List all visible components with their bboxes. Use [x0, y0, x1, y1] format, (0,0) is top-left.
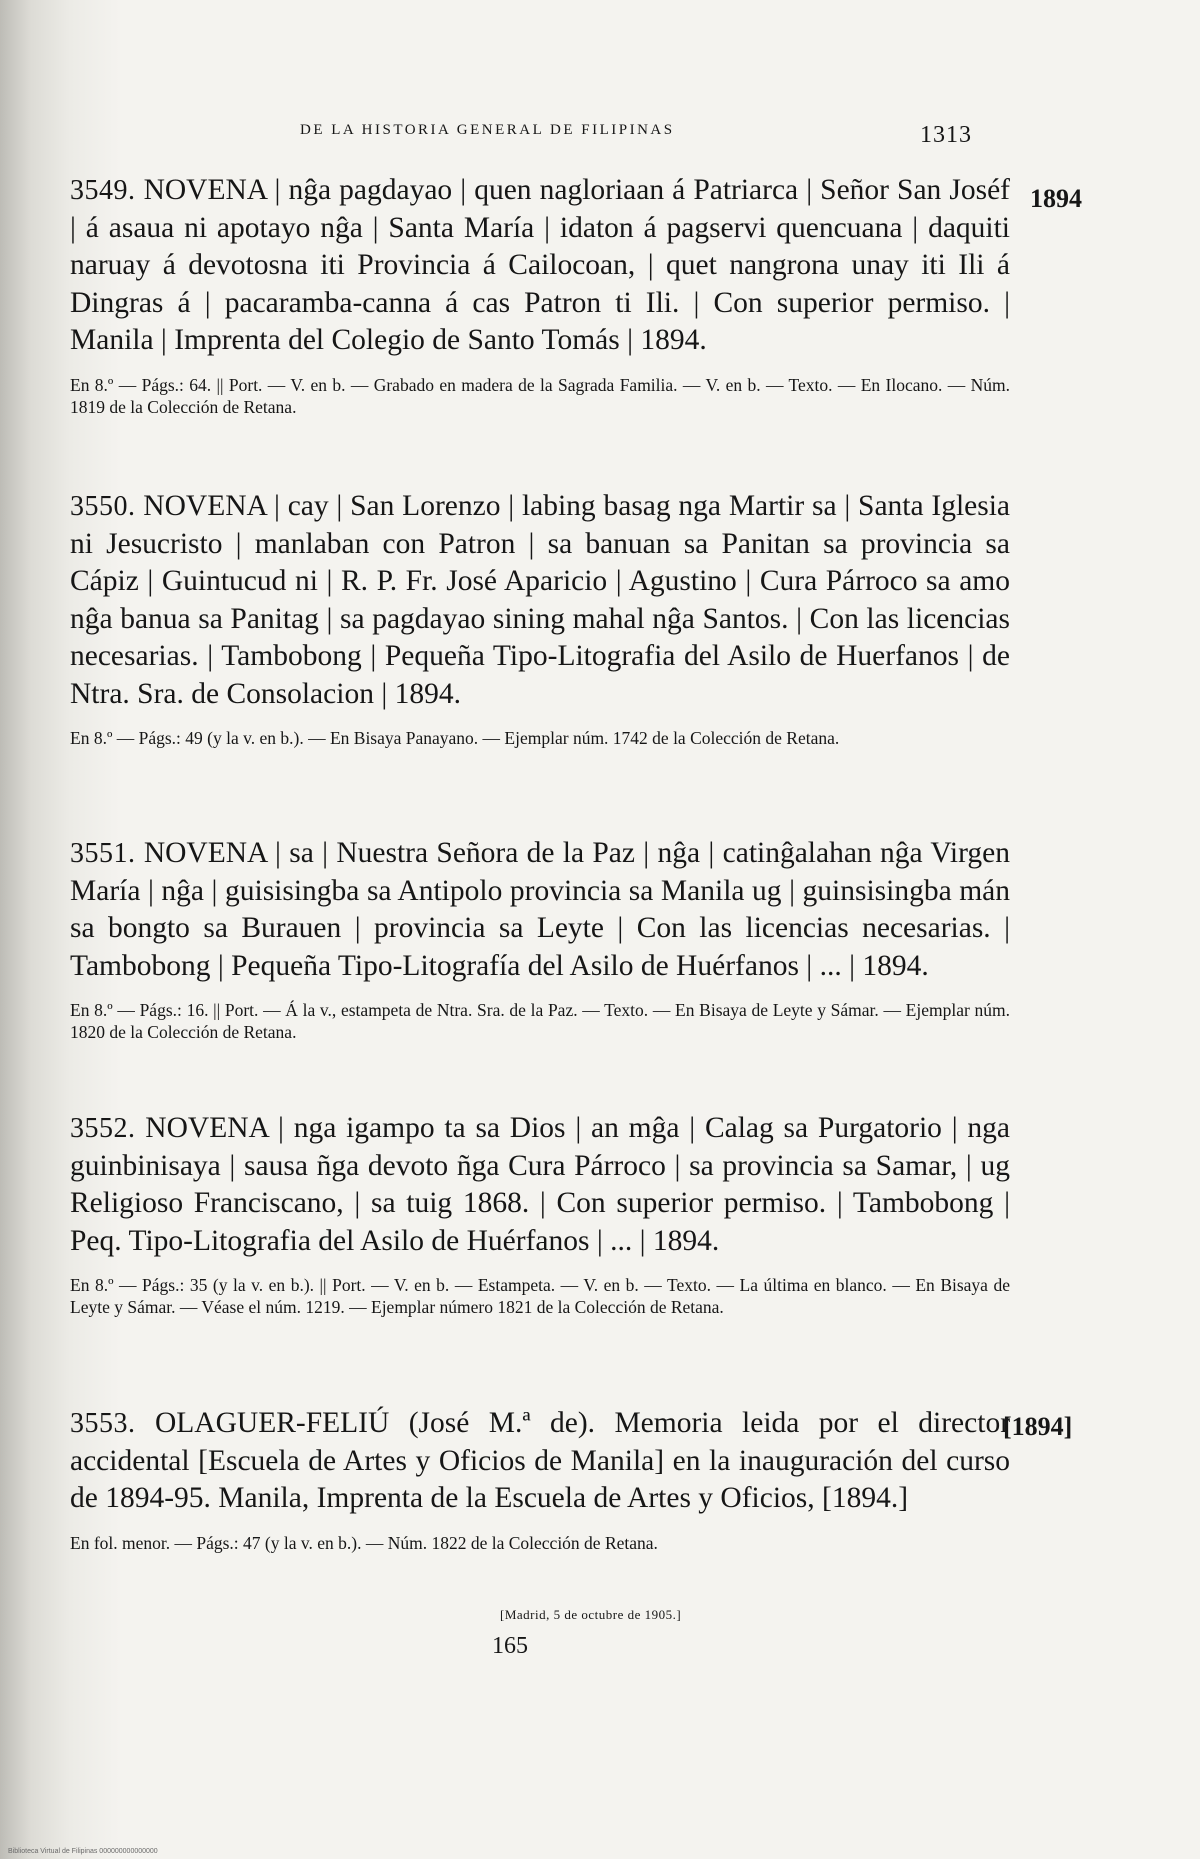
bibliography-entry-3550: [70, 488, 1010, 749]
entry-number: 3552.: [70, 1113, 136, 1144]
margin-year: 1894: [1030, 184, 1082, 213]
entry-number: 3550.: [70, 491, 136, 522]
entry-note: En 8.º — Págs.: 49 (y la v. en b.). — En Bisaya Panayano. — Ejemplar núm. 1742 de la Colección de Retana.: [70, 728, 840, 748]
running-header: DE LA HISTORIA GENERAL DE FILIPINAS: [300, 122, 675, 138]
footer-stamp: Biblioteca Virtual de Filipinas 000000000000000: [8, 1848, 158, 1855]
entry-note: En fol. menor. — Págs.: 47 (y la v. en b.). — Núm. 1822 de la Colección de Retana.: [70, 1532, 658, 1553]
page-number: 1313: [920, 122, 972, 148]
entry-number: 3553.: [70, 1408, 136, 1439]
bibliography-entry-3549: [70, 172, 1010, 418]
entry-text: NOVENA | sa | Nuestra Señora de la Paz | nĝa | catinĝalahan nĝa Virgen María | nĝa | guisisingba sa Antipolo provincia sa Manila ug | guinsisingba mán sa bongto sa Burauen | provincia sa Leyte | Con las licencias necesarias. | Tambobong | Pequeña Tipo-Litografía del Asilo de Huérfanos | ... | 1894.: [70, 837, 1010, 982]
entry-note: En 8.º — Págs.: 35 (y la v. en b.). || Port. — V. en b. — Estampeta. — V. en b. — Texto. — La última en blanco. — En Bisaya de Leyte y Sámar. — Véase el núm. 1219. — Ejemplar número 1821 de la Colección de Retana.: [70, 1275, 1010, 1317]
entry-text: NOVENA | cay | San Lorenzo | labing basag nga Martir sa | Santa Iglesia ni Jesucristo | manlaban con Patron | sa banuan sa Panitan sa provincia sa Cápiz | Guintucud ni | R. P. Fr. José Aparicio | Agustino | Cura Párroco sa amo nĝa banua sa Panitag | sa pagdayao sining mahal nĝa Santos. | Con las licencias necesarias. | Tambobong | Pequeña Tipo-Litografia del Asilo de Huerfanos | de Ntra. Sra. de Consolacion | 1894.: [70, 490, 1011, 710]
bibliography-entry-3551: [70, 835, 1010, 1043]
entry-number: 3551.: [70, 838, 136, 869]
entry-text: OLAGUER-FELIÚ (José M.ª de). Memoria leida por el director accidental [Escuela de Artes y Oficios de Manila] en la inauguración del curso de 1894-95. Manila, Imprenta de la Escuela de Artes y Oficios, [1894.]: [70, 1407, 1011, 1514]
entry-note: En 8.º — Págs.: 64. || Port. — V. en b. — Grabado en madera de la Sagrada Familia. — V. en b. — Texto. — En Ilocano. — Núm. 1819 de la Colección de Retana.: [70, 374, 1010, 417]
margin-year: [1894]: [1003, 1412, 1073, 1441]
colophon: [Madrid, 5 de octubre de 1905.]: [500, 1607, 682, 1622]
signature-mark: 165: [492, 1633, 528, 1659]
entry-number: 3549.: [70, 175, 136, 206]
bibliography-entry-3552: [70, 1110, 1010, 1318]
entry-text: NOVENA | nĝa pagdayao | quen nagloriaan á Patriarca | Señor San Joséf | á asaua ni apotayo nĝa | Santa María | idaton á pagservi quencuana | daquiti naruay á devotosna iti Provincia á Cailocoan, | quet nangrona unay iti Ili á Dingras á | pacaramba-canna á cas Patron ti Ili. | Con superior permiso. | Manila | Imprenta del Colegio de Santo Tomás | 1894.: [70, 174, 1010, 356]
bibliography-entry-3553: [70, 1405, 1010, 1554]
entry-note: En 8.º — Págs.: 16. || Port. — Á la v., estampeta de Ntra. Sra. de la Paz. — Texto. — En Bisaya de Leyte y Sámar. — Ejemplar núm. 1820 de la Colección de Retana.: [70, 1000, 1010, 1042]
entry-text: NOVENA | nga igampo ta sa Dios | an mĝa | Calag sa Purgatorio | nga guinbinisaya | sausa ñga devoto ñga Cura Párroco | sa provincia sa Samar, | ug Religioso Franciscano, | sa tuig 1868. | Con superior permiso. | Tambobong | Peq. Tipo-Litografia del Asilo de Huérfanos | ... | 1894.: [70, 1112, 1011, 1257]
